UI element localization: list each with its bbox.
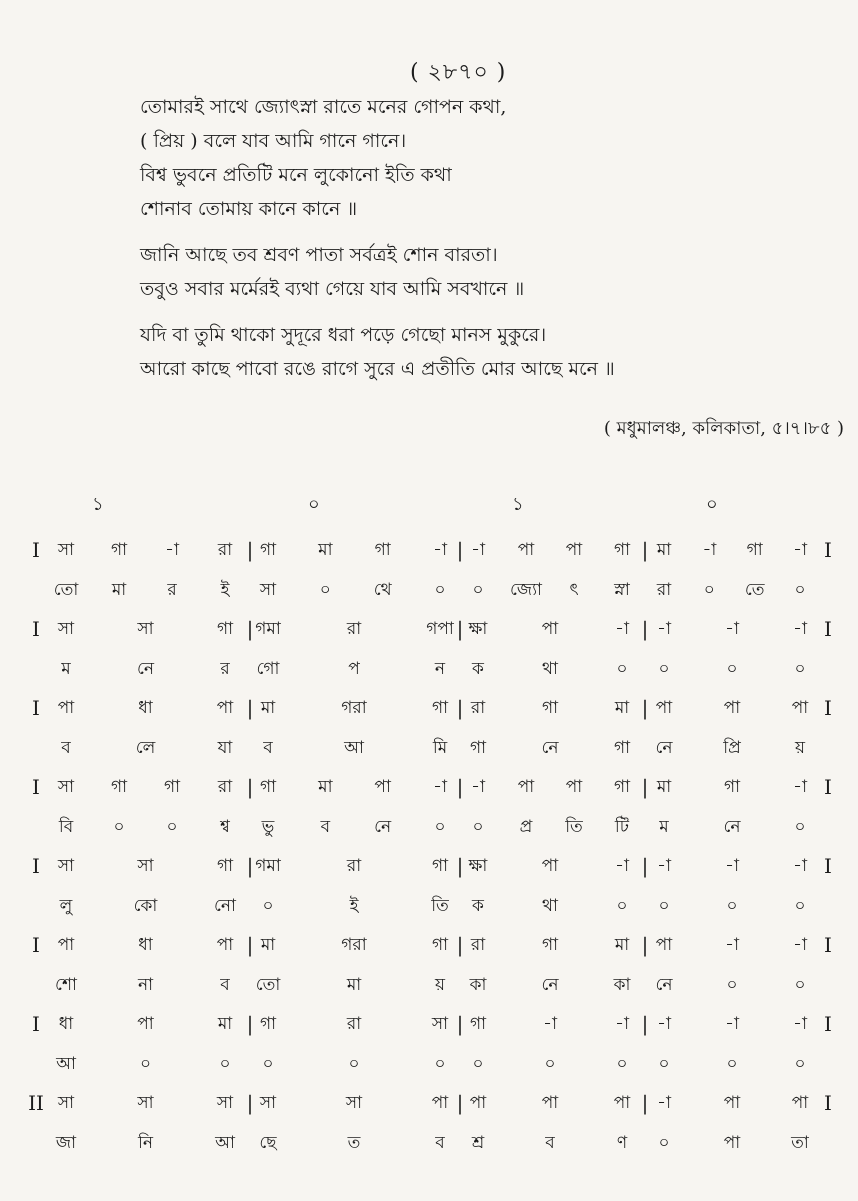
bani-syllable: ০ [472, 1054, 484, 1074]
swara-note: গা [163, 777, 181, 797]
bani-syllable: আ [56, 1054, 76, 1074]
swara-note: গা [110, 777, 128, 797]
swara-note: রা [346, 1014, 362, 1034]
beat-marker: ১ [512, 494, 524, 515]
bani-syllable: র [167, 580, 177, 600]
swara-note: সা [137, 619, 154, 639]
swara-note: -া [543, 1014, 557, 1034]
notation-row [0, 611, 858, 691]
lyric-line: জানি আছে তব শ্রবণ পাতা সর্বত্রই শোন বারতা। [140, 244, 498, 266]
bar-start: II [28, 1091, 44, 1115]
bani-syllable: কা [613, 975, 631, 995]
lyric-line: তবুও সবার মর্মেরই ব্যথা গেয়ে যাব আমি সবখানে ॥ [140, 278, 525, 300]
swara-note: -া [657, 1014, 671, 1034]
swara-note: -া [725, 856, 739, 876]
swara-note: সা [57, 540, 75, 560]
bani-syllable: টি [614, 817, 630, 837]
swara-note: গা [374, 540, 391, 560]
bani-syllable: প্রি [723, 738, 741, 758]
swara-note: সা [431, 1014, 449, 1034]
swara-note: -া [433, 777, 447, 797]
swara-note: গা [723, 777, 741, 797]
bani-syllable: স্না [614, 580, 630, 600]
bani-syllable: ০ [434, 580, 446, 600]
bani-syllable: ০ [658, 659, 670, 679]
bar-divider: | [641, 696, 649, 720]
swara-note: রা [346, 856, 362, 876]
bani-syllable: ০ [472, 580, 484, 600]
swara-note: পা [655, 935, 673, 955]
bar-divider: | [456, 696, 464, 720]
stanza-gap [140, 226, 840, 238]
lyric-line: বিশ্ব ভুবনে প্রতিটি মনে লুকোনো ইতি কথা [140, 164, 452, 186]
bani-syllable: ই [349, 896, 359, 916]
bani-syllable: গো [256, 659, 280, 679]
swara-note: রা [470, 698, 486, 718]
swara-note: গা [110, 540, 128, 560]
swara-note: পা [57, 935, 75, 955]
bani-syllable: ০ [658, 1054, 670, 1074]
notation-row [0, 1085, 858, 1165]
swara-note: মা [656, 540, 672, 560]
swara-note: মা [318, 540, 333, 560]
bar-divider: | [246, 775, 254, 799]
swara-note: পা [541, 619, 559, 639]
bani-syllable: ব [220, 975, 230, 995]
swara-note: সা [57, 777, 75, 797]
bani-syllable: ০ [726, 975, 738, 995]
bani-syllable: প [348, 659, 360, 679]
bani-syllable: কা [469, 975, 487, 995]
bar-start: I [32, 617, 40, 641]
beat-marker: ০ [706, 494, 718, 515]
bani-syllable: গা [469, 738, 487, 758]
bani-syllable: ত [347, 1133, 361, 1153]
swara-note: ধা [138, 935, 153, 955]
stanza-1 [140, 90, 840, 226]
swara-note: মা [217, 1014, 233, 1034]
swara-note: গরা [341, 698, 367, 718]
bani-syllable: ০ [166, 817, 178, 837]
bani-syllable: ০ [472, 817, 484, 837]
swara-note: পা [723, 1093, 741, 1113]
swara-note: গা [431, 698, 449, 718]
bani-syllable: জ্যো [510, 580, 542, 600]
swara-line [0, 690, 858, 726]
bani-syllable: ০ [544, 1054, 556, 1074]
swara-note: গা [613, 540, 631, 560]
swara-note: ক্ষা [468, 856, 488, 876]
lyric-line: যদি বা তুমি থাকো সুদূরে ধরা পড়ে গেছো মানস মুকুরে। [140, 324, 547, 346]
swara-note: গা [216, 856, 234, 876]
swara-note: গা [613, 777, 631, 797]
swara-note: -া [702, 540, 717, 560]
bani-line [0, 888, 858, 924]
swara-note: পা [216, 698, 234, 718]
bani-syllable: ছে [259, 1133, 277, 1153]
bani-syllable: ণ [616, 1133, 628, 1153]
swara-line [0, 848, 858, 884]
bani-line [0, 809, 858, 845]
swara-note: পা [791, 1093, 809, 1113]
swara-note: সা [57, 1093, 75, 1113]
bani-syllable: ৎ [569, 580, 579, 600]
bani-syllable: ০ [262, 1054, 274, 1074]
bani-syllable: ০ [616, 659, 628, 679]
bani-line [0, 730, 858, 766]
bar-divider: | [456, 1091, 464, 1115]
bani-syllable: ০ [794, 580, 806, 600]
swara-note: সা [137, 1093, 154, 1113]
bar-divider: | [246, 1012, 254, 1036]
bani-syllable: ০ [348, 1054, 360, 1074]
bani-syllable: বি [58, 817, 74, 837]
swara-note: পা [517, 777, 535, 797]
bani-syllable: নে [374, 817, 392, 837]
swara-note: রা [217, 777, 233, 797]
bani-syllable: ক [472, 659, 484, 679]
bani-syllable: না [137, 975, 154, 995]
bani-syllable: রা [656, 580, 672, 600]
swara-note: রা [217, 540, 233, 560]
bani-syllable: ০ [726, 1054, 738, 1074]
bar-divider: | [246, 617, 254, 641]
swara-note: সা [137, 856, 154, 876]
swara-note: -া [793, 777, 807, 797]
bar-divider: | [246, 854, 254, 878]
bani-syllable: ব [320, 817, 331, 837]
bar-start: I [32, 696, 40, 720]
bani-syllable: ০ [794, 817, 806, 837]
bani-syllable: লে [135, 738, 156, 758]
bani-syllable: নো [214, 896, 236, 916]
bar-divider: | [641, 933, 649, 957]
bani-syllable: জা [55, 1133, 77, 1153]
bani-syllable: আ [215, 1133, 235, 1153]
bani-syllable: আ [344, 738, 364, 758]
swara-note: -া [657, 619, 671, 639]
swara-note: -া [793, 540, 807, 560]
bani-syllable: ব [61, 738, 71, 758]
swara-note: মা [656, 777, 672, 797]
bani-syllable: শ্ব [220, 817, 230, 837]
bani-syllable: নি [137, 1133, 154, 1153]
swara-note: পা [216, 935, 234, 955]
swara-note: পা [565, 777, 583, 797]
bani-syllable: তা [791, 1133, 809, 1153]
bar-end: I [824, 1091, 832, 1115]
bani-syllable: ০ [726, 896, 738, 916]
swara-note: -া [793, 619, 807, 639]
bani-syllable: থা [542, 896, 558, 916]
swara-note: গা [259, 1014, 277, 1034]
swara-note: মা [614, 698, 630, 718]
lyric-line: ( প্রিয় ) বলে যাব আমি গানে গানে। [140, 130, 407, 152]
swara-note: মা [260, 935, 276, 955]
stanza-2 [140, 238, 840, 306]
bar-divider: | [641, 617, 649, 641]
bani-syllable: তে [744, 580, 765, 600]
swara-note: গা [216, 619, 234, 639]
bani-syllable: নে [655, 738, 673, 758]
bani-syllable: যা [217, 738, 233, 758]
swara-note: পা [517, 540, 535, 560]
bar-end: I [824, 538, 832, 562]
notation-row [0, 927, 858, 1007]
bani-syllable: ন [434, 659, 446, 679]
bani-syllable: নে [723, 817, 741, 837]
swara-note: পা [655, 698, 673, 718]
bani-syllable: ক [472, 896, 484, 916]
swara-note: -া [615, 856, 629, 876]
bani-syllable: শ্র [471, 1133, 485, 1153]
bani-syllable: কো [133, 896, 158, 916]
bani-syllable: ম [61, 659, 71, 679]
swara-note: সা [57, 856, 75, 876]
bani-syllable: নে [136, 659, 155, 679]
bani-syllable: পা [723, 1133, 741, 1153]
bar-divider: | [641, 538, 649, 562]
bani-syllable: গা [613, 738, 631, 758]
lyrics-block [140, 90, 840, 386]
notation-row [0, 1006, 858, 1086]
swara-note: গমা [255, 856, 281, 876]
swara-note: -া [793, 935, 807, 955]
bani-syllable: ০ [658, 896, 670, 916]
swara-note: -া [657, 1093, 671, 1113]
swara-note: -া [725, 1014, 739, 1034]
swara-note: পা [374, 777, 391, 797]
swara-note: -া [471, 540, 485, 560]
bar-divider: | [641, 1012, 649, 1036]
bar-divider: | [246, 1091, 254, 1115]
bani-syllable: লু [59, 896, 73, 916]
notation-row [0, 769, 858, 849]
swara-note: -া [725, 935, 739, 955]
swara-note: পা [565, 540, 583, 560]
bani-syllable: ০ [726, 659, 738, 679]
bani-syllable: মি [432, 738, 448, 758]
swara-note: সা [57, 619, 75, 639]
bar-divider: | [246, 696, 254, 720]
bar-end: I [824, 933, 832, 957]
swara-note: গরা [341, 935, 367, 955]
swara-note: মা [260, 698, 276, 718]
swara-note: মা [318, 777, 333, 797]
bani-syllable: ০ [262, 896, 274, 916]
bani-syllable: ব [545, 1133, 555, 1153]
swara-note: -া [471, 777, 485, 797]
swara-note: ধা [58, 1014, 74, 1034]
swara-note: রা [470, 935, 486, 955]
bar-divider: | [456, 933, 464, 957]
swara-note: সা [259, 1093, 277, 1113]
notation-row [0, 690, 858, 770]
swara-note: ক্ষা [468, 619, 488, 639]
swara-note: গা [259, 540, 277, 560]
bani-syllable: ০ [219, 1054, 231, 1074]
bani-syllable: ০ [616, 1054, 628, 1074]
bar-start: I [32, 775, 40, 799]
swara-note: পা [791, 698, 809, 718]
bani-syllable: ০ [434, 1054, 446, 1074]
bani-syllable: তো [53, 580, 79, 600]
bani-syllable: য় [794, 738, 806, 758]
bani-line [0, 651, 858, 687]
bani-syllable: য় [434, 975, 446, 995]
lyric-line: শোনাব তোমায় কানে কানে ॥ [140, 198, 358, 220]
swara-line [0, 611, 858, 647]
bani-syllable: শো [55, 975, 77, 995]
source-citation: ( মধুমালঞ্চ, কলিকাতা, ৫।৭।৮৫ ) [603, 418, 844, 439]
bani-syllable: ভু [261, 817, 275, 837]
swara-note: গা [259, 777, 277, 797]
bani-line [0, 572, 858, 608]
swara-line [0, 927, 858, 963]
bani-syllable: ০ [794, 1054, 806, 1074]
lyric-line: তোমারই সাথে জ্যোৎস্না রাতে মনের গোপন কথা, [140, 96, 507, 118]
swara-note: পা [469, 1093, 487, 1113]
swara-note: -া [725, 619, 739, 639]
swara-note: পা [541, 856, 559, 876]
bar-start: I [32, 933, 40, 957]
bani-syllable: নে [655, 975, 673, 995]
swaralipi-notation [0, 490, 858, 1190]
swara-note: পা [613, 1093, 631, 1113]
bani-syllable: ০ [319, 580, 331, 600]
swara-note: গা [469, 1014, 487, 1034]
bar-end: I [824, 1012, 832, 1036]
bar-end: I [824, 696, 832, 720]
swara-note: -া [615, 1014, 629, 1034]
bar-divider: | [456, 538, 464, 562]
swara-note: পা [431, 1093, 449, 1113]
bani-syllable: প্র [519, 817, 533, 837]
bani-syllable: ব [435, 1133, 445, 1153]
bar-end: I [824, 617, 832, 641]
swara-note: সা [345, 1093, 363, 1113]
swara-note: মা [614, 935, 630, 955]
bani-syllable: র [220, 659, 230, 679]
swara-line [0, 1085, 858, 1121]
bani-syllable: ই [220, 580, 230, 600]
swara-note: পা [541, 1093, 559, 1113]
bar-divider: | [456, 854, 464, 878]
bani-syllable: তো [255, 975, 281, 995]
lyric-line: আরো কাছে পাবো রঙে রাগে সুরে এ প্রতীতি মোর আছে মনে ॥ [140, 358, 615, 380]
bar-end: I [824, 854, 832, 878]
bar-divider: | [246, 538, 254, 562]
bar-divider: | [456, 617, 464, 641]
bar-divider: | [641, 854, 649, 878]
swara-note: গা [431, 935, 449, 955]
bani-syllable: ০ [794, 896, 806, 916]
bani-syllable: ব [263, 738, 273, 758]
bar-divider: | [456, 775, 464, 799]
swara-note: রা [346, 619, 362, 639]
bani-syllable: থা [542, 659, 558, 679]
swara-note: -া [433, 540, 447, 560]
stanza-3 [140, 318, 840, 386]
bani-syllable: ০ [113, 817, 125, 837]
swara-line [0, 1006, 858, 1042]
bani-syllable: মা [111, 580, 127, 600]
swara-note: গা [431, 856, 449, 876]
bar-start: I [32, 854, 40, 878]
stanza-gap [140, 306, 840, 318]
bar-end: I [824, 775, 832, 799]
bani-syllable: নে [541, 738, 559, 758]
swara-note: ধা [138, 698, 153, 718]
bani-syllable: তি [431, 896, 449, 916]
bani-syllable: থে [373, 580, 392, 600]
bani-syllable: ০ [794, 975, 806, 995]
swara-note: -া [793, 856, 807, 876]
bani-line [0, 1125, 858, 1161]
bani-line [0, 967, 858, 1003]
bar-start: I [32, 538, 40, 562]
bar-start: I [32, 1012, 40, 1036]
swara-note: পা [137, 1014, 154, 1034]
bani-syllable: ০ [434, 817, 446, 837]
swara-note: গা [541, 935, 559, 955]
beat-marker: ০ [308, 494, 320, 515]
swara-note: গপা [426, 619, 454, 639]
swara-note: গা [541, 698, 559, 718]
bar-divider: | [641, 775, 649, 799]
swara-note: -া [793, 1014, 807, 1034]
bani-syllable: ০ [616, 896, 628, 916]
page-number: ( ২৮৭০ ) [410, 60, 507, 85]
bani-syllable: তি [565, 817, 583, 837]
swara-note: -া [615, 619, 629, 639]
bani-syllable: সা [259, 580, 277, 600]
bani-line [0, 1046, 858, 1082]
swara-note: পা [723, 698, 741, 718]
swara-line [0, 532, 858, 568]
swara-note: সা [216, 1093, 234, 1113]
bani-syllable: ম [659, 817, 669, 837]
notation-row [0, 532, 858, 612]
bani-syllable: নে [541, 975, 559, 995]
swara-note: গা [746, 540, 763, 560]
bar-divider: | [456, 1012, 464, 1036]
bani-syllable: ০ [658, 1133, 670, 1153]
swara-note: -া [165, 540, 179, 560]
bar-divider: | [246, 933, 254, 957]
swara-line [0, 769, 858, 805]
notation-row [0, 848, 858, 928]
bani-syllable: মা [346, 975, 362, 995]
bani-syllable: ০ [139, 1054, 152, 1074]
swara-note: পা [57, 698, 75, 718]
swara-note: গমা [255, 619, 281, 639]
bar-divider: | [641, 1091, 649, 1115]
beat-marker: ১ [92, 494, 104, 515]
bani-syllable: ০ [703, 580, 715, 600]
swara-note: -া [657, 856, 671, 876]
bani-syllable: ০ [794, 659, 806, 679]
